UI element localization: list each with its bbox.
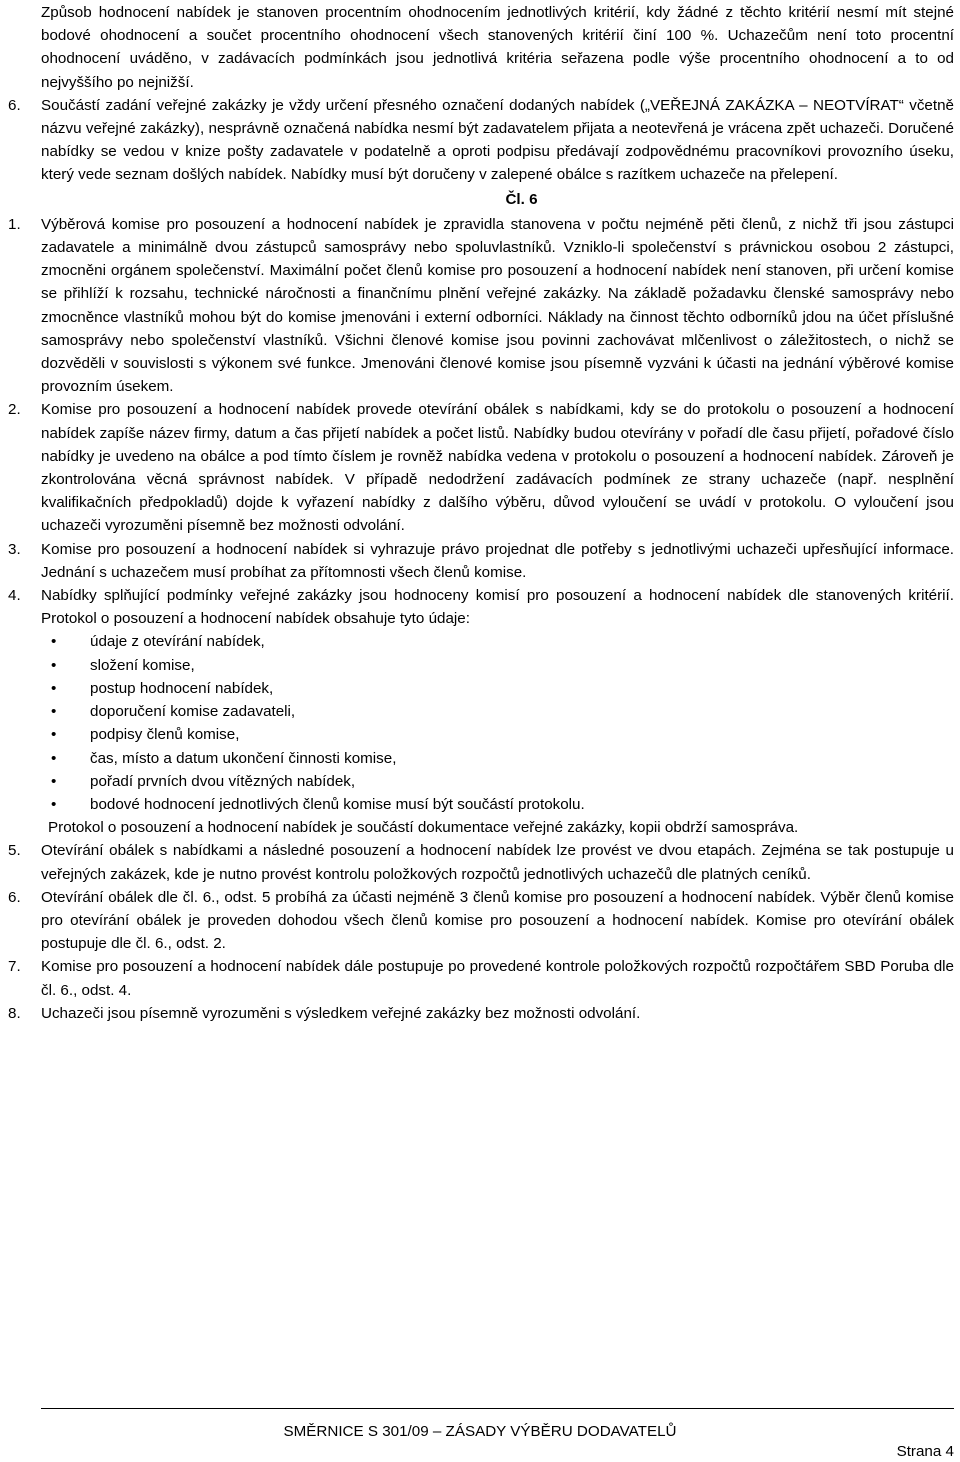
item-text: Uchazeči jsou písemně vyrozuměni s výsledkem veřejné zakázky bez možnosti odvolání. (41, 1004, 641, 1022)
item-number: 7. (8, 958, 21, 976)
item-text: Součástí zadání veřejné zakázky je vždy určení přesného označení dodaných nabídek („VEŘEJNÁ ZAKÁZKA – NEOTVÍRAT“ včetně názvu veřejné zakázky), nesprávně označená nabídka nesmí být zadavatelem přijata a neotevřená je vrácena zpět uchazeči. Doručené nabídky se vedou v knize pošty zadavatele v podatelně a oproti podpisu předávají zodpovědnému pracovníkovi provozního úseku, který vede seznam došlých nabídek. Nabídky musí být doručeny v zalepené obálce s razítkem uchazeče na přelepení. (41, 96, 954, 184)
item-number: 8. (8, 1004, 21, 1022)
list-item-text: čas, místo a datum ukončení činnosti komise, (90, 749, 397, 767)
item-number: 4. (8, 587, 21, 605)
article-heading: Čl. 6 (505, 190, 538, 208)
list-item-text: údaje z otevírání nabídek, (90, 633, 265, 651)
item-number: 1. (8, 215, 21, 233)
item-text: Otevírání obálek dle čl. 6., odst. 5 probíhá za účasti nejméně 3 členů komise pro posouzení a hodnocení nabídek. Výběr členů komise pro otevírání obálek je proveden dohodou všech členů komise pro posouzení a hodnocení nabídek. Komise pro otevírání obálek postupuje dle čl. 6., odst. 2. (41, 888, 954, 953)
list-item-text: bodové hodnocení jednotlivých členů komise musí být součástí protokolu. (90, 795, 585, 813)
list-item (41, 770, 954, 793)
list-item (41, 700, 954, 723)
bullet-icon: • (51, 726, 57, 744)
item-text: Otevírání obálek s nabídkami a následné posouzení a hodnocení nabídek lze provést ve dvou etapách. Zejména se tak postupuje u veřejných zakázek, kde je nutno provést kontrolu položkových rozpočtů jednotlivých uchazečů dle platných ceníků. (41, 842, 954, 883)
footer-title: SMĚRNICE S 301/09 – ZÁSADY VÝBĚRU DODAVATELŮ (283, 1423, 677, 1440)
bullet-icon: • (51, 633, 57, 651)
bullet-icon: • (51, 749, 57, 767)
list-item (41, 723, 954, 746)
intro-paragraph: Způsob hodnocení nabídek je stanoven procentním ohodnocením jednotlivých kritérií, kdy žádné z těchto kritérií nesmí mít stejné bodové ohodnocení a součet procentního ohodnocení všech stanovených kritérií činí 100 %. Uchazečům není toto procentní ohodnocení uváděno, v zadávacích podmínkách jsou jednotlivá kritéria seřazena podle výše procentního ohodnocení a to od nejvyššího po nejnižší. (41, 4, 954, 91)
list-item-text: pořadí prvních dvou vítězných nabídek, (90, 772, 356, 790)
item-number: 6. (8, 888, 21, 906)
article-item-6 (8, 886, 954, 956)
page-number: Strana 4 (896, 1443, 954, 1460)
bullet-icon: • (51, 679, 57, 697)
list-item (41, 654, 954, 677)
item-text: Komise pro posouzení a hodnocení nabídek dále postupuje po provedené kontrole položkových rozpočtů rozpočtářem SBD Poruba dle čl. 6., odst. 4. (41, 958, 954, 999)
bullet-icon: • (51, 772, 57, 790)
previous-article-item-6 (8, 94, 954, 187)
item-text: Komise pro posouzení a hodnocení nabídek si vyhrazuje právo projednat dle potřeby s jednotlivými uchazeči upřesňující informace. Jednání s uchazečem musí probíhat za přítomnosti všech členů komise. (41, 540, 954, 581)
protocol-contents-list (41, 630, 954, 816)
list-item-text: doporučení komise zadavateli, (90, 703, 296, 721)
item-number: 3. (8, 540, 21, 558)
list-item (41, 747, 954, 770)
list-item-text: složení komise, (90, 656, 195, 674)
item-number: 2. (8, 401, 21, 419)
item-number: 6. (8, 96, 21, 114)
list-item (41, 630, 954, 653)
list-item-text: podpisy členů komise, (90, 726, 240, 744)
article-item-5 (8, 839, 954, 885)
article-item-7 (8, 955, 954, 1001)
item-text: Výběrová komise pro posouzení a hodnocení nabídek je zpravidla stanovena v počtu nejméně pěti členů, z nichž tři jsou zástupci zadavatele a minimálně dvou zástupců samosprávy nebo spoluvlastníků. Vzniklo-li společenství s právnickou osobou 2 zástupci, zmocněni orgánem společenství. Maximální počet členů komise pro posouzení a hodnocení nabídek není stanoven, při určení komise se přihlíží k rozsahu, technické náročnosti a finančnímu plnění veřejné zakázky. Na základě požadavku členské samosprávy nebo zmocněnce vlastníků mohou být do komise jmenováni i externí odborníci. Náklady na činnost těchto odborníků jdou na účet příslušné samosprávy nebo společenství vlastníků. Všichni členové komise jsou povinni zachovávat mlčenlivost o záležitostech, o nichž se dozvěděli v souvislosti s výkonem své funkce. Jmenováni členové komise jsou písemně vyzváni k účasti na jednání výběrové komise provozním úsekem. (41, 215, 954, 396)
item-number: 5. (8, 842, 21, 860)
footer-divider (41, 1408, 954, 1409)
bullet-icon: • (51, 703, 57, 721)
list-item-text: postup hodnocení nabídek, (90, 679, 274, 697)
item-text: Nabídky splňující podmínky veřejné zakázky jsou hodnoceny komisí pro posouzení a hodnocení nabídek dle stanovených kritérií. Protokol o posouzení a hodnocení nabídek obsahuje tyto údaje: (41, 587, 954, 628)
article-item-3 (8, 538, 954, 584)
protocol-note: Protokol o posouzení a hodnocení nabídek je součástí dokumentace veřejné zakázky, kopii obdrží samospráva. (48, 819, 799, 837)
item-text: Komise pro posouzení a hodnocení nabídek provede otevírání obálek s nabídkami, kdy se do protokolu o posouzení a hodnocení nabídek zapíše název firmy, datum a čas přijetí nabídek a počet listů. Nabídky budou otevírány v pořadí dle času přijetí, pořadové číslo nabídky je uvedeno na obálce a pod tímto číslem je rovněž nabídka vedena v protokolu o posouzení a hodnocení nabídek. Zároveň je zkontrolována věcná správnost nabídek. V případě nedodržení zadávacích podmínek ze strany uchazeče (např. nesplnění kvalifikačních předpokladů) dojde k vyřazení nabídky z dalšího výběru, důvod vyloučení se uvádí v protokolu. O vyloučení jsou uchazeči vyrozuměni písemně bez možnosti odvolání. (41, 401, 954, 535)
bullet-icon: • (51, 795, 57, 813)
list-item (41, 677, 954, 700)
document-body (8, 1, 954, 1025)
article-item-1 (8, 213, 954, 399)
article-item-4 (8, 584, 954, 630)
bullet-icon: • (51, 656, 57, 674)
article-item-8 (8, 1002, 954, 1025)
article-item-2 (8, 398, 954, 537)
list-item (41, 793, 954, 816)
